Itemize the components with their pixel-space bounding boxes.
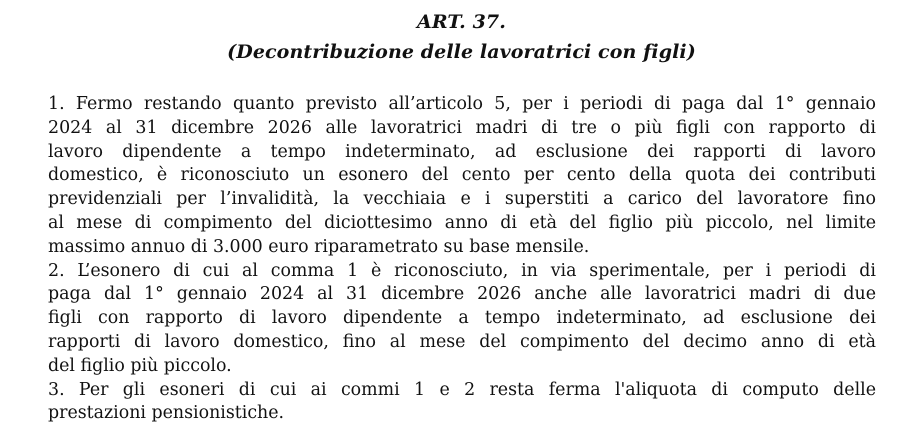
comma-2-line: figli con rapporto di lavoro dipendente a tempo indeterminato, ad esclusione dei bbox=[48, 308, 876, 329]
article-body bbox=[48, 93, 876, 426]
comma-1-line: domestico, è riconosciuto un esonero del cento per cento della quota dei contributi bbox=[48, 165, 876, 186]
comma-3-line: prestazioni pensionistiche. bbox=[48, 403, 285, 424]
comma-1-line: massimo annuo di 3.000 euro riparametrato su base mensile. bbox=[48, 236, 590, 257]
article-heading: (Decontribuzione delle lavoratrici con figli) bbox=[227, 41, 696, 63]
comma-3-line: 3. Per gli esoneri di cui ai commi 1 e 2 resta ferma l'aliquota di computo delle bbox=[48, 379, 876, 400]
comma-1-line: 1. Fermo restando quanto previsto all’articolo 5, per i periodi di paga dal 1° gennaio bbox=[48, 94, 876, 114]
comma-1-line: al mese di compimento del diciottesimo anno di età del figlio più piccolo, nel limite bbox=[48, 212, 876, 233]
comma-1-line: lavoro dipendente a tempo indeterminato, ad esclusione dei rapporti di lavoro bbox=[48, 141, 876, 162]
article-number: ART. 37. bbox=[417, 11, 506, 33]
comma-2-line: paga dal 1° gennaio 2024 al 31 dicembre 2026 anche alle lavoratrici madri di due bbox=[48, 284, 876, 305]
comma-2-line: del figlio più piccolo. bbox=[48, 355, 232, 376]
comma-1-line: 2024 al 31 dicembre 2026 alle lavoratrici madri di tre o più figli con rapporto di bbox=[48, 117, 876, 138]
comma-2-line: rapporti di lavoro domestico, fino al mese del compimento del decimo anno di età bbox=[48, 331, 876, 352]
comma-1-line: previdenziali per l’invalidità, la vecchiaia e i superstiti a carico del lavoratore fino bbox=[48, 189, 876, 210]
comma-2-line: 2. L’esonero di cui al comma 1 è riconosciuto, in via sperimentale, per i periodi di bbox=[48, 260, 876, 281]
